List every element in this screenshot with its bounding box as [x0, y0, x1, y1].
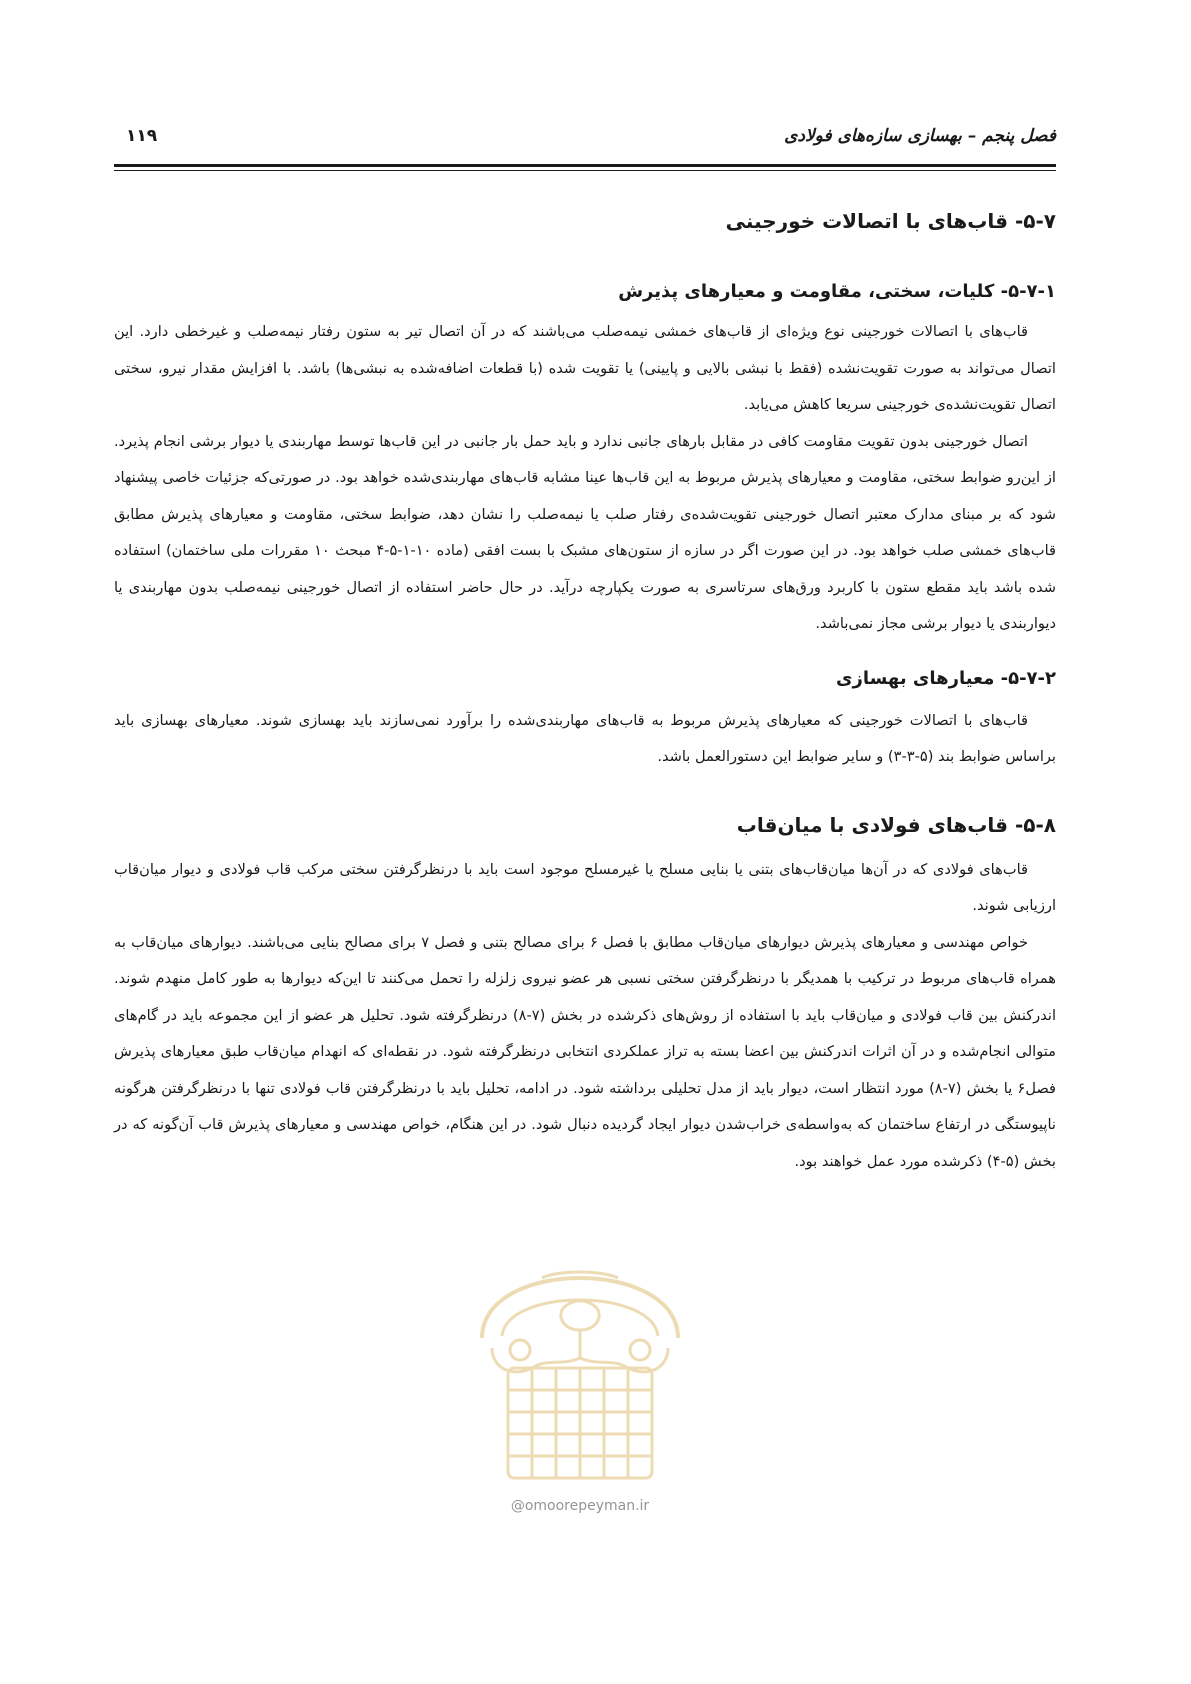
- paragraph: قاب‌های با اتصالات خورجینی نوع ویژه‌ای از قاب‌های خمشی نیمه‌صلب می‌باشند که در آن اتصال تیر به ستون رفتار نیمه‌صلب و غیرخطی دارد. این اتصال می‌تواند به صورت تقویت‌نشده (فقط با نبشی بالایی و پایینی) یا تقویت شده (با قطعات اضافه‌شده به نبشی‌ها) باشد. با افزایش مقدار نیرو، سختی اتصال تقویت‌نشده‌ی خورجینی سریعا کاهش می‌یابد.: [114, 323, 1056, 413]
- subsection-heading-5-7-2: ۵-۷-۲- معیارهای بهسازی: [836, 667, 1056, 689]
- section-heading-5-8: ۵-۸- قاب‌های فولادی با میان‌قاب: [736, 812, 1056, 837]
- subsection-heading-5-7-1: ۵-۷-۱- کلیات، سختی، مقاومت و معیارهای پذیرش: [618, 281, 1056, 302]
- section-heading-5-7: ۵-۷- قاب‌های با اتصالات خورجینی: [725, 209, 1056, 233]
- paragraph: قاب‌های با اتصالات خورجینی که معیارهای پذیرش مربوط به قاب‌های مهاربندی‌شده را برآورد نمی‌سازند باید بهسازی شوند. معیارهای بهسازی باید براساس ضوابط بند (۵-۳-۳) و سایر ضوابط این دستورالعمل باشد.: [114, 711, 1056, 765]
- chapter-title: فصل پنجم – بهسازی سازه‌های فولادی: [784, 126, 1056, 146]
- page-number: ۱۱۹: [126, 126, 158, 146]
- header-rule: [114, 164, 1056, 167]
- header-rule-thin: [114, 170, 1056, 171]
- watermark-url: @omoorepeyman.ir: [510, 1498, 650, 1514]
- running-header: [114, 124, 1056, 158]
- paragraph: قاب‌های فولادی که در آن‌ها میان‌قاب‌های بتنی یا بنایی مسلح یا غیرمسلح موجود است باید با درنظرگرفتن سختی مرکب قاب فولادی و دیوار میان‌قاب ارزیابی شوند.: [114, 860, 1056, 914]
- page-body: [114, 206, 1056, 1180]
- paragraph: خواص مهندسی و معیارهای پذیرش دیوارهای میان‌قاب مطابق با فصل ۶ برای مصالح بتنی و فصل ۷ برای مصالح بنایی می‌باشند. دیوارهای میان‌قاب به همراه قاب‌های مربوط در ترکیب با همدیگر با درنظرگرفتن سختی نسبی هر عضو نیروی زلزله را تحمل می‌کنند تا این‌که دیوارها به طور کامل منهدم شوند. اندرکنش بین قاب فولادی و میان‌قاب باید با استفاده از روش‌های ذکرشده در بخش (۷-۸) درنظرگرفته شود. تحلیل هر عضو از این مجموعه باید در گام‌های متوالی انجام‌شده و در آن اثرات اندرکنش بین اعضا بسته به تراز عملکردی انتخابی درنظرگرفته شود. در نقطه‌ای که انهدام میان‌قاب طبق معیارهای پذیرش فصل۶ یا بخش (۷-۸) مورد انتظار است، دیوار باید از مدل تحلیلی برداشته شود. در ادامه، تحلیل باید با درنظرگرفتن قاب فولادی تنها با درنظرگرفتن هرگونه ناپیوستگی در ارتفاع ساختمان که به‌واسطه‌ی خراب‌شدن دیوار ایجاد گردیده دنبال شود. در این هنگام، خواص مهندسی و معیارهای پذیرش قاب آن‌گونه که در بخش (۵-۴) ذکرشده مورد عمل خواهند بود.: [114, 933, 1056, 1170]
- watermark-seal-logo: [452, 1218, 708, 1498]
- paragraph: اتصال خورجینی بدون تقویت مقاومت کافی در مقابل بارهای جانبی ندارد و باید حمل بار جانبی در این قاب‌ها توسط مهاربندی یا دیوار برشی انجام پذیرد. از این‌رو ضوابط سختی، مقاومت و معیارهای پذیرش مربوط به این قاب‌ها عینا مشابه قاب‌های مهاربندی‌شده خواهد بود. در صورتی‌که جزئیات خاصی پیشنهاد شود که بر مبنای مدارک معتبر اتصال خورجینی تقویت‌شده‌ی رفتار صلب یا نیمه‌صلب را نشان دهد، ضوابط سختی، مقاومت و معیارهای پذیرش مطابق قاب‌های خمشی صلب خواهد بود. در این صورت اگر در سازه از ستون‌های مشبک با بست افقی (ماده ۱۰-۱-۵-۴ مبحث ۱۰ مقررات ملی ساختمان) استفاده شده باشد باید مقطع ستون با کاربرد ورق‌های سرتاسری به صورت یکپارچه درآید. در حال حاضر استفاده از اتصال خورجینی نیمه‌صلب بدون مهاربندی یا دیواربندی یا دیوار برشی مجاز نمی‌باشد.: [114, 432, 1057, 632]
